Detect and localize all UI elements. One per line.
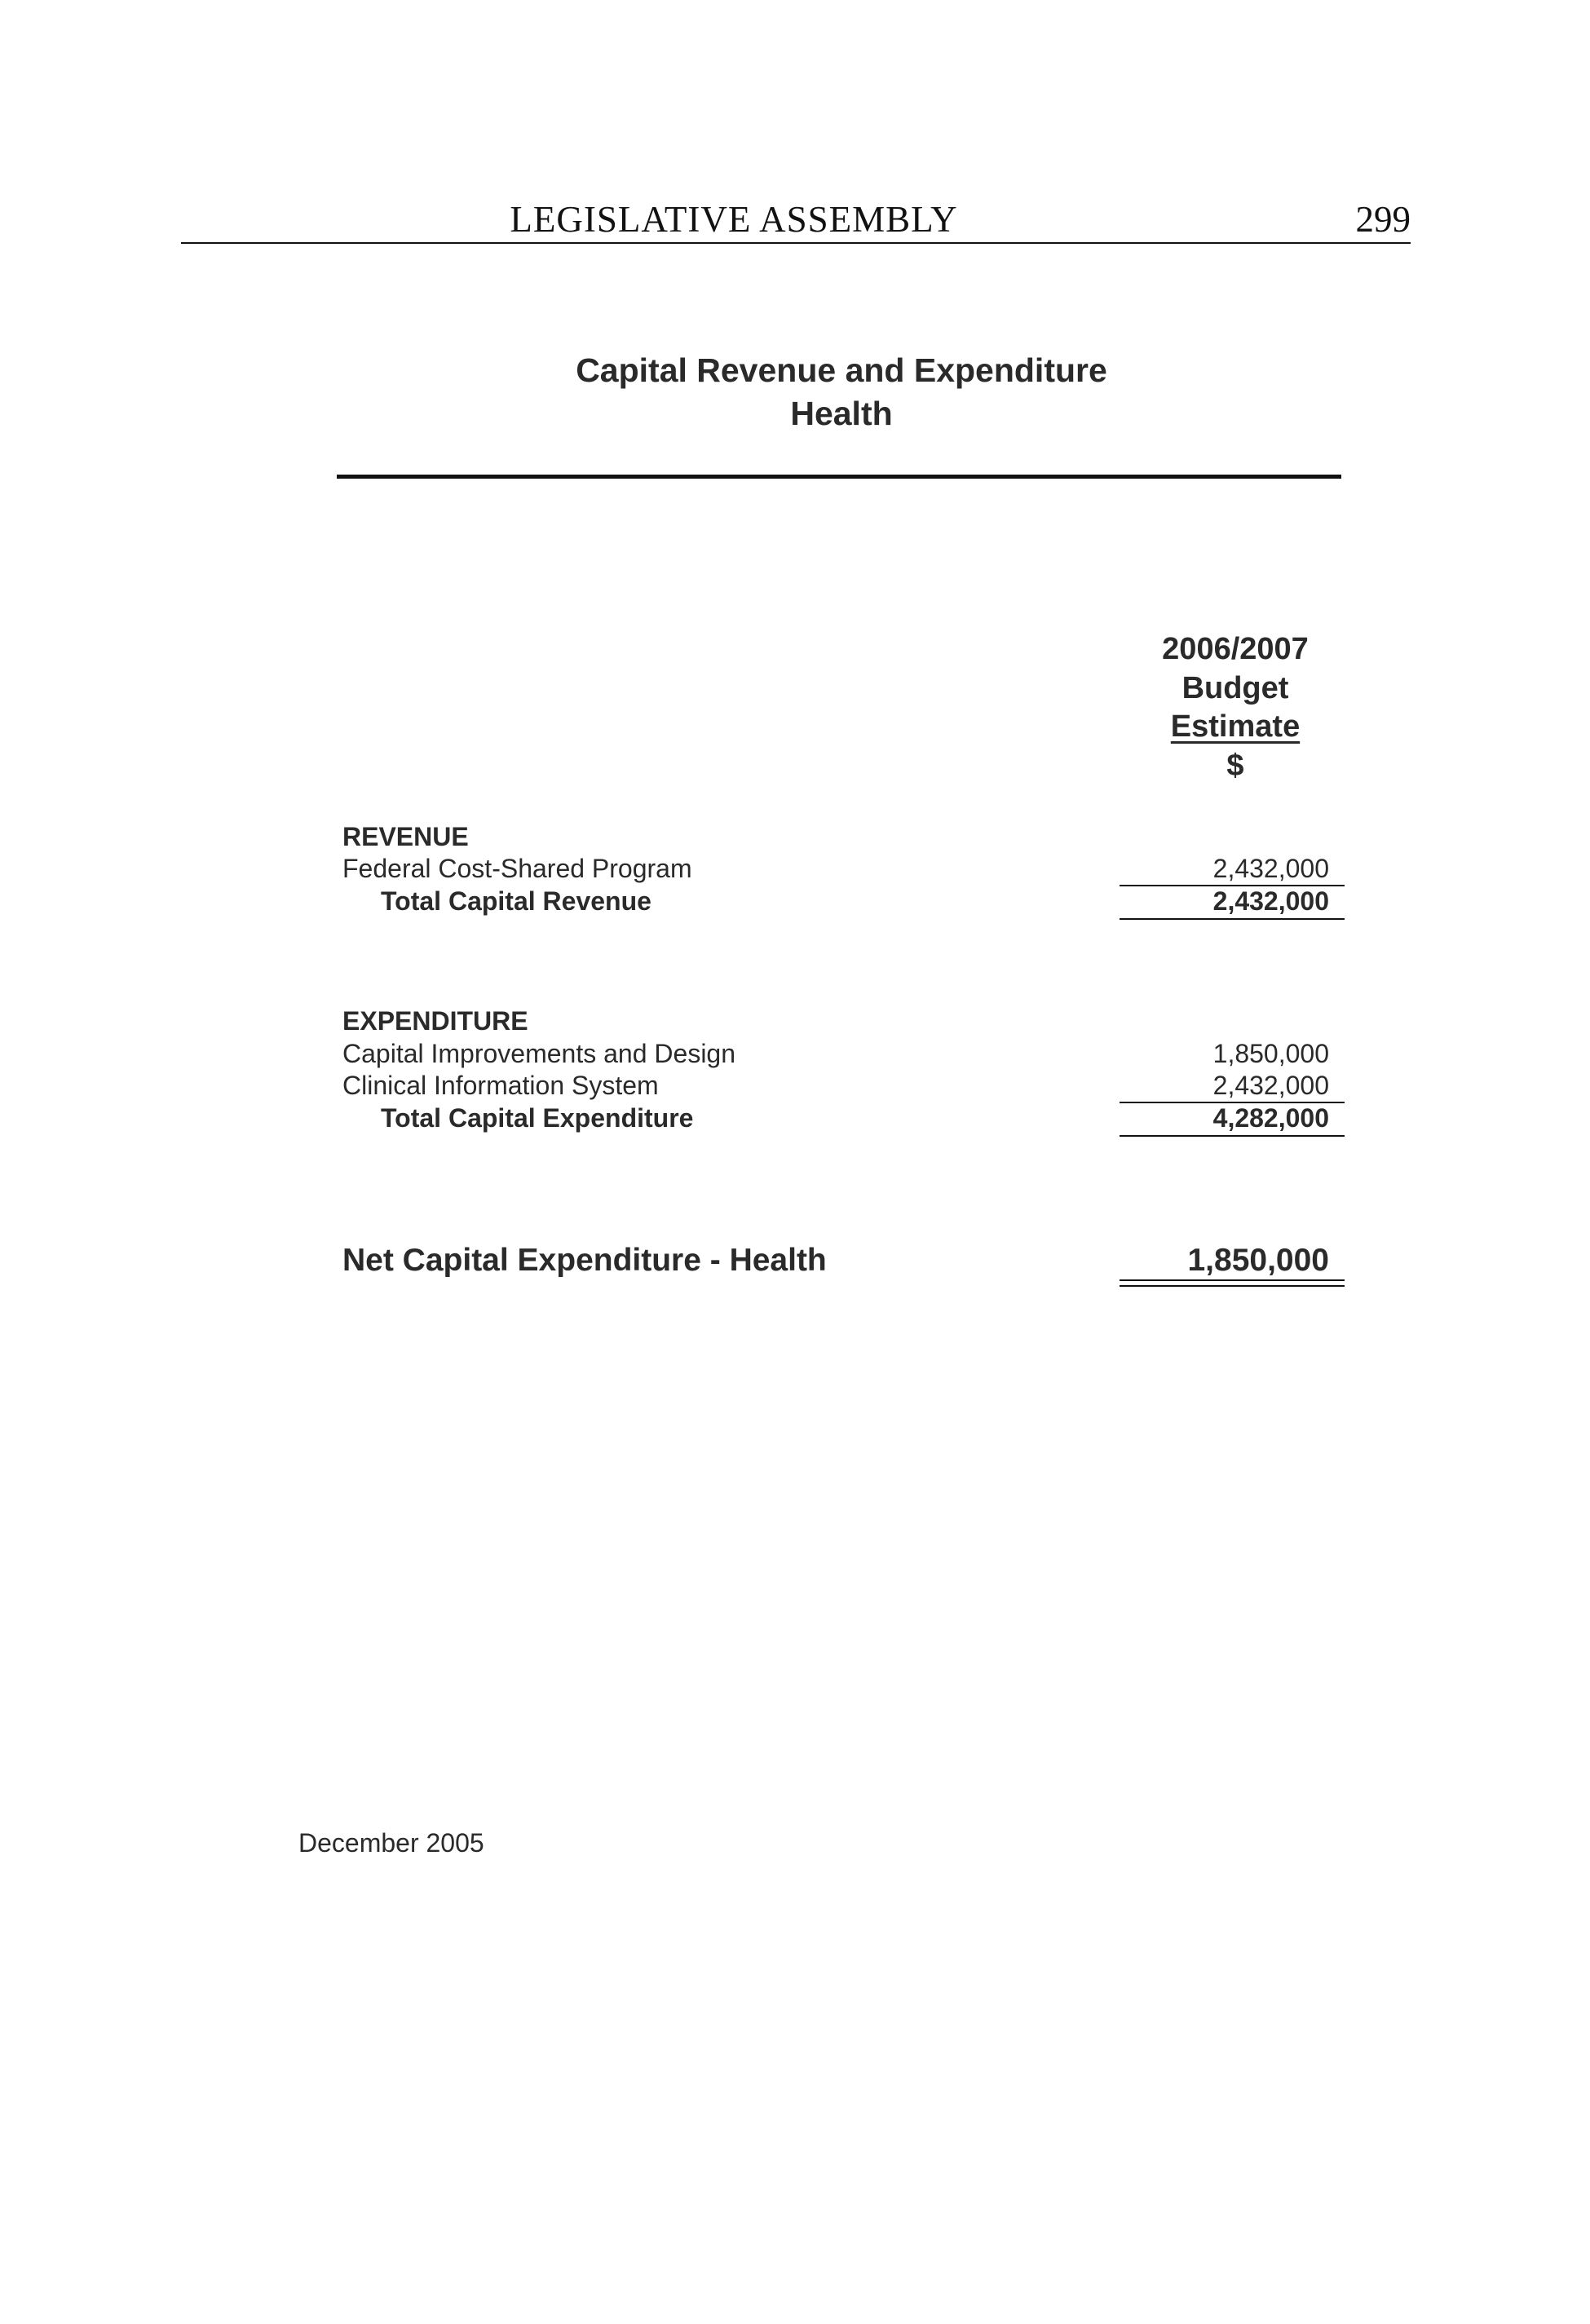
document-title: Capital Revenue and Expenditure xyxy=(576,351,1107,389)
expenditure-item-label: Capital Improvements and Design xyxy=(342,1039,736,1068)
expenditure-total-rule xyxy=(1120,1135,1345,1137)
net-double-rule-top xyxy=(1120,1279,1345,1281)
column-header-estimate-text: Estimate xyxy=(1170,709,1301,744)
revenue-heading: REVENUE xyxy=(342,822,469,851)
net-expenditure-label: Net Capital Expenditure - Health xyxy=(342,1243,827,1278)
net-expenditure-amount: 1,850,000 xyxy=(1187,1243,1329,1278)
column-header-estimate xyxy=(1125,707,1345,746)
expenditure-total-label: Total Capital Expenditure xyxy=(381,1103,694,1133)
document-subtitle: Health xyxy=(790,395,893,432)
header-divider xyxy=(181,242,1411,244)
column-header-budget: Budget xyxy=(1181,671,1289,705)
expenditure-total-amount: 4,282,000 xyxy=(1212,1103,1329,1133)
expenditure-item-label: Clinical Information System xyxy=(342,1071,659,1100)
revenue-total-label: Total Capital Revenue xyxy=(381,886,651,916)
column-header-unit: $ xyxy=(1226,749,1244,783)
expenditure-item-amount: 1,850,000 xyxy=(1212,1039,1329,1068)
revenue-total-rule xyxy=(1120,918,1345,920)
net-double-rule-bottom xyxy=(1120,1285,1345,1287)
column-header-year: 2006/2007 xyxy=(1162,632,1309,666)
footer-date: December 2005 xyxy=(298,1828,484,1858)
expenditure-item-amount: 2,432,000 xyxy=(1212,1071,1329,1100)
running-header-title: LEGISLATIVE ASSEMBLY xyxy=(510,199,958,240)
revenue-item-label: Federal Cost-Shared Program xyxy=(342,854,692,883)
revenue-total-amount: 2,432,000 xyxy=(1212,886,1329,916)
revenue-item-amount: 2,432,000 xyxy=(1212,854,1329,883)
title-divider xyxy=(337,475,1341,479)
page-number: 299 xyxy=(1355,199,1411,240)
expenditure-heading: EXPENDITURE xyxy=(342,1006,528,1036)
